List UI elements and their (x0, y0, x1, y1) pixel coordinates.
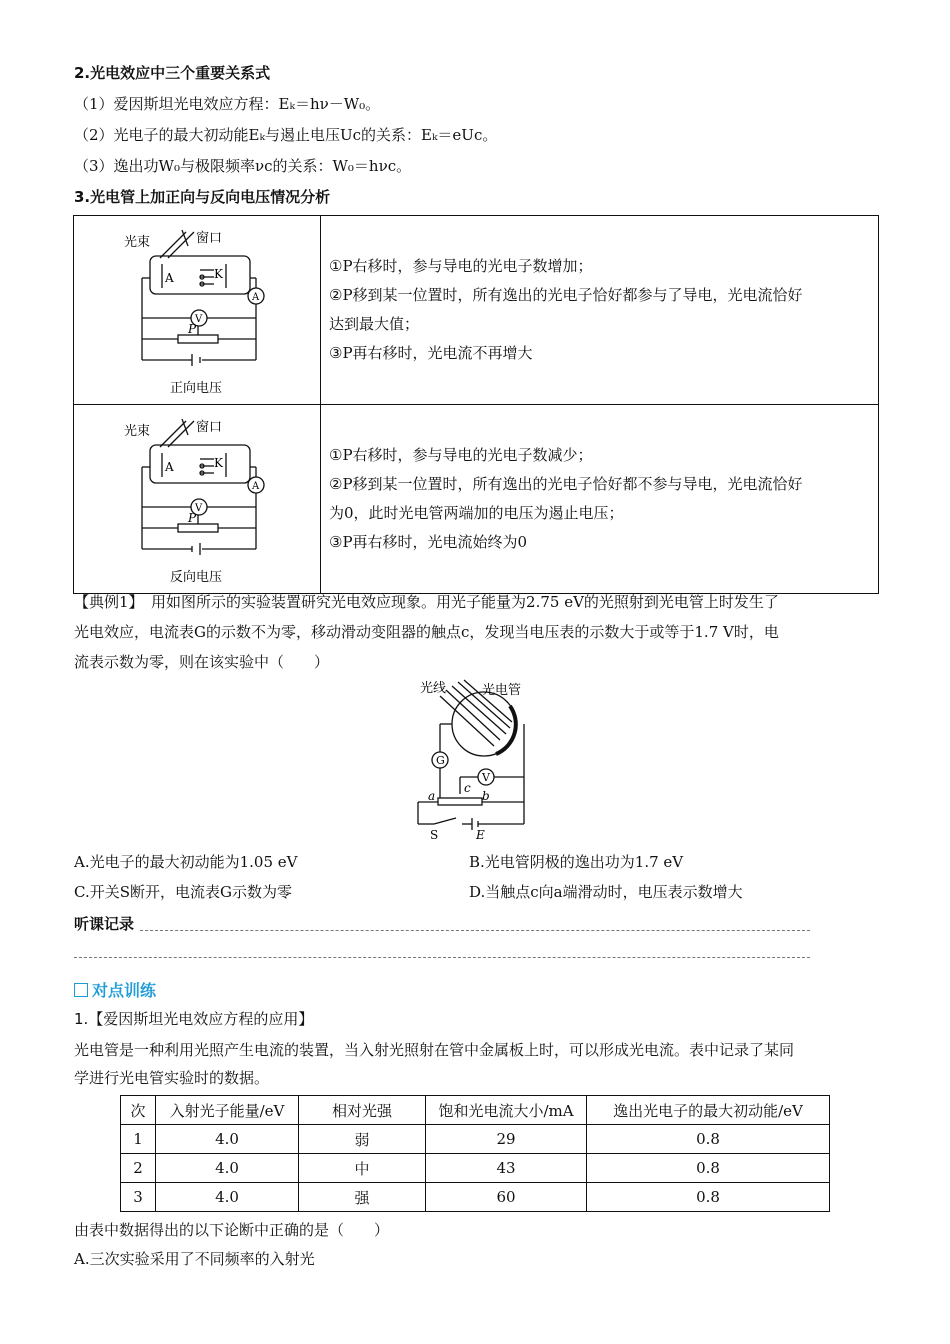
question-option-a: A.三次实验采用了不同频率的入射光 (74, 1250, 315, 1268)
column-header: 入射光子能量/eV (156, 1096, 299, 1125)
table-cell: 0.8 (587, 1183, 830, 1212)
forward-voltage-description (321, 216, 879, 405)
table-cell: 2 (121, 1154, 156, 1183)
beam-label: 光束 (124, 424, 151, 439)
desc-line: 达到最大值； (329, 315, 420, 333)
question-prompt: 由表中数据得出的以下论断中正确的是（ ） (74, 1221, 390, 1239)
window-label: 窗口 (196, 420, 223, 435)
point-c-label: c (464, 781, 471, 795)
table-cell: 中 (299, 1154, 426, 1183)
voltmeter-label: V (482, 771, 490, 784)
slider-label: P (188, 322, 197, 336)
option-a: A.光电子的最大初动能为1.05 eV (74, 853, 298, 871)
desc-line: ①P右移时，参与导电的光电子数减少； (329, 446, 593, 464)
desc-line: 为0，此时光电管两端加的电压为遏止电压； (329, 504, 624, 522)
reverse-voltage-diagram-cell (74, 405, 321, 594)
option-d: D.当触点c向a端滑动时，电压表示数增大 (469, 883, 743, 901)
point-a-label: a (428, 789, 436, 803)
table-row (121, 1154, 830, 1183)
option-b: B.光电管阴极的逸出功为1.7 eV (469, 853, 684, 871)
section3-heading: 3.光电管上加正向与反向电压情况分析 (74, 188, 331, 206)
diagram-caption: 正向电压 (170, 381, 223, 396)
voltmeter-label: V (195, 314, 203, 325)
notes-line (140, 930, 810, 931)
table-cell: 3 (121, 1183, 156, 1212)
question-text-line: 学进行光电管实验时的数据。 (74, 1069, 270, 1087)
photoelectric-figure (410, 676, 540, 844)
experiment-data-table (120, 1095, 830, 1212)
table-cell: 43 (426, 1154, 587, 1183)
column-header: 相对光强 (299, 1096, 426, 1125)
ammeter-label: A (252, 292, 260, 303)
reverse-circuit-diagram (122, 409, 272, 589)
anode-label: A (165, 460, 174, 474)
table-cell: 0.8 (587, 1125, 830, 1154)
beam-label: 光束 (124, 235, 151, 250)
cathode-label: K (214, 456, 223, 470)
table-row (74, 216, 879, 405)
example-text-line: 光电效应，电流表G的示数不为零，移动滑动变阻器的触点c，发现当电压表的示数大于或等于1.7 V时，电 (74, 623, 779, 641)
table-row (121, 1125, 830, 1154)
formula-stopping-voltage: （2）光电子的最大初动能Eₖ与遏止电压Uc的关系：Eₖ＝eUc。 (74, 126, 498, 144)
voltage-analysis-table (73, 215, 879, 594)
column-header: 次 (121, 1096, 156, 1125)
table-cell: 弱 (299, 1125, 426, 1154)
ammeter-label: A (252, 481, 260, 492)
forward-circuit-diagram (122, 220, 272, 400)
column-header: 逸出光电子的最大初动能/eV (587, 1096, 830, 1125)
training-title-text: 对点训练 (92, 981, 157, 1000)
tube-label: 光电管 (482, 683, 522, 698)
option-c: C.开关S断开，电流表G示数为零 (74, 883, 292, 901)
table-cell: 60 (426, 1183, 587, 1212)
table-row (74, 405, 879, 594)
checkbox-icon (74, 983, 88, 997)
window-label: 窗口 (196, 231, 223, 246)
question-heading: 1.【爱因斯坦光电效应方程的应用】 (74, 1010, 314, 1028)
table-cell: 4.0 (156, 1125, 299, 1154)
table-header-row (121, 1096, 830, 1125)
anode-label: A (165, 271, 174, 285)
cathode-label: K (214, 267, 223, 281)
point-b-label: b (482, 789, 490, 803)
battery-label: E (476, 828, 485, 842)
slider-label: P (188, 511, 197, 525)
switch-label: S (430, 828, 439, 842)
table-cell: 4.0 (156, 1154, 299, 1183)
table-row (121, 1183, 830, 1212)
desc-line: ②P移到某一位置时，所有逸出的光电子恰好都不参与导电，光电流恰好 (329, 475, 803, 493)
table-cell: 29 (426, 1125, 587, 1154)
forward-voltage-diagram-cell (74, 216, 321, 405)
column-header: 饱和光电流大小/mA (426, 1096, 587, 1125)
desc-line: ②P移到某一位置时，所有逸出的光电子恰好都参与了导电，光电流恰好 (329, 286, 803, 304)
table-cell: 1 (121, 1125, 156, 1154)
galvanometer-label: G (436, 754, 445, 767)
section2-heading: 2.光电效应中三个重要关系式 (74, 64, 271, 82)
example-text-line: 流表示数为零，则在该实验中（ ） (74, 653, 330, 671)
diagram-caption: 反向电压 (170, 570, 223, 585)
training-section-title (74, 978, 156, 1001)
table-cell: 0.8 (587, 1154, 830, 1183)
desc-line: ③P再右移时，光电流不再增大 (329, 344, 533, 362)
voltmeter-label: V (195, 503, 203, 514)
table-cell: 4.0 (156, 1183, 299, 1212)
question-text-line: 光电管是一种利用光照产生电流的装置，当入射光照射在管中金属板上时，可以形成光电流。表中记录了某同 (74, 1041, 795, 1059)
table-cell: 强 (299, 1183, 426, 1212)
desc-line: ③P再右移时，光电流始终为0 (329, 533, 528, 551)
formula-work-function: （3）逸出功W₀与极限频率νc的关系：W₀＝hνc。 (74, 157, 412, 175)
desc-line: ①P右移时，参与导电的光电子数增加； (329, 257, 593, 275)
reverse-voltage-description (321, 405, 879, 594)
example-text-line: 【典例1】 用如图所示的实验装置研究光电效应现象。用光子能量为2.75 eV的光照射到光电管上时发生了 (74, 593, 779, 611)
notes-line (74, 957, 810, 958)
formula-einstein: （1）爱因斯坦光电效应方程：Eₖ＝hν－W₀。 (74, 95, 381, 113)
notes-label: 听课记录 (74, 915, 135, 933)
light-label: 光线 (420, 681, 447, 696)
